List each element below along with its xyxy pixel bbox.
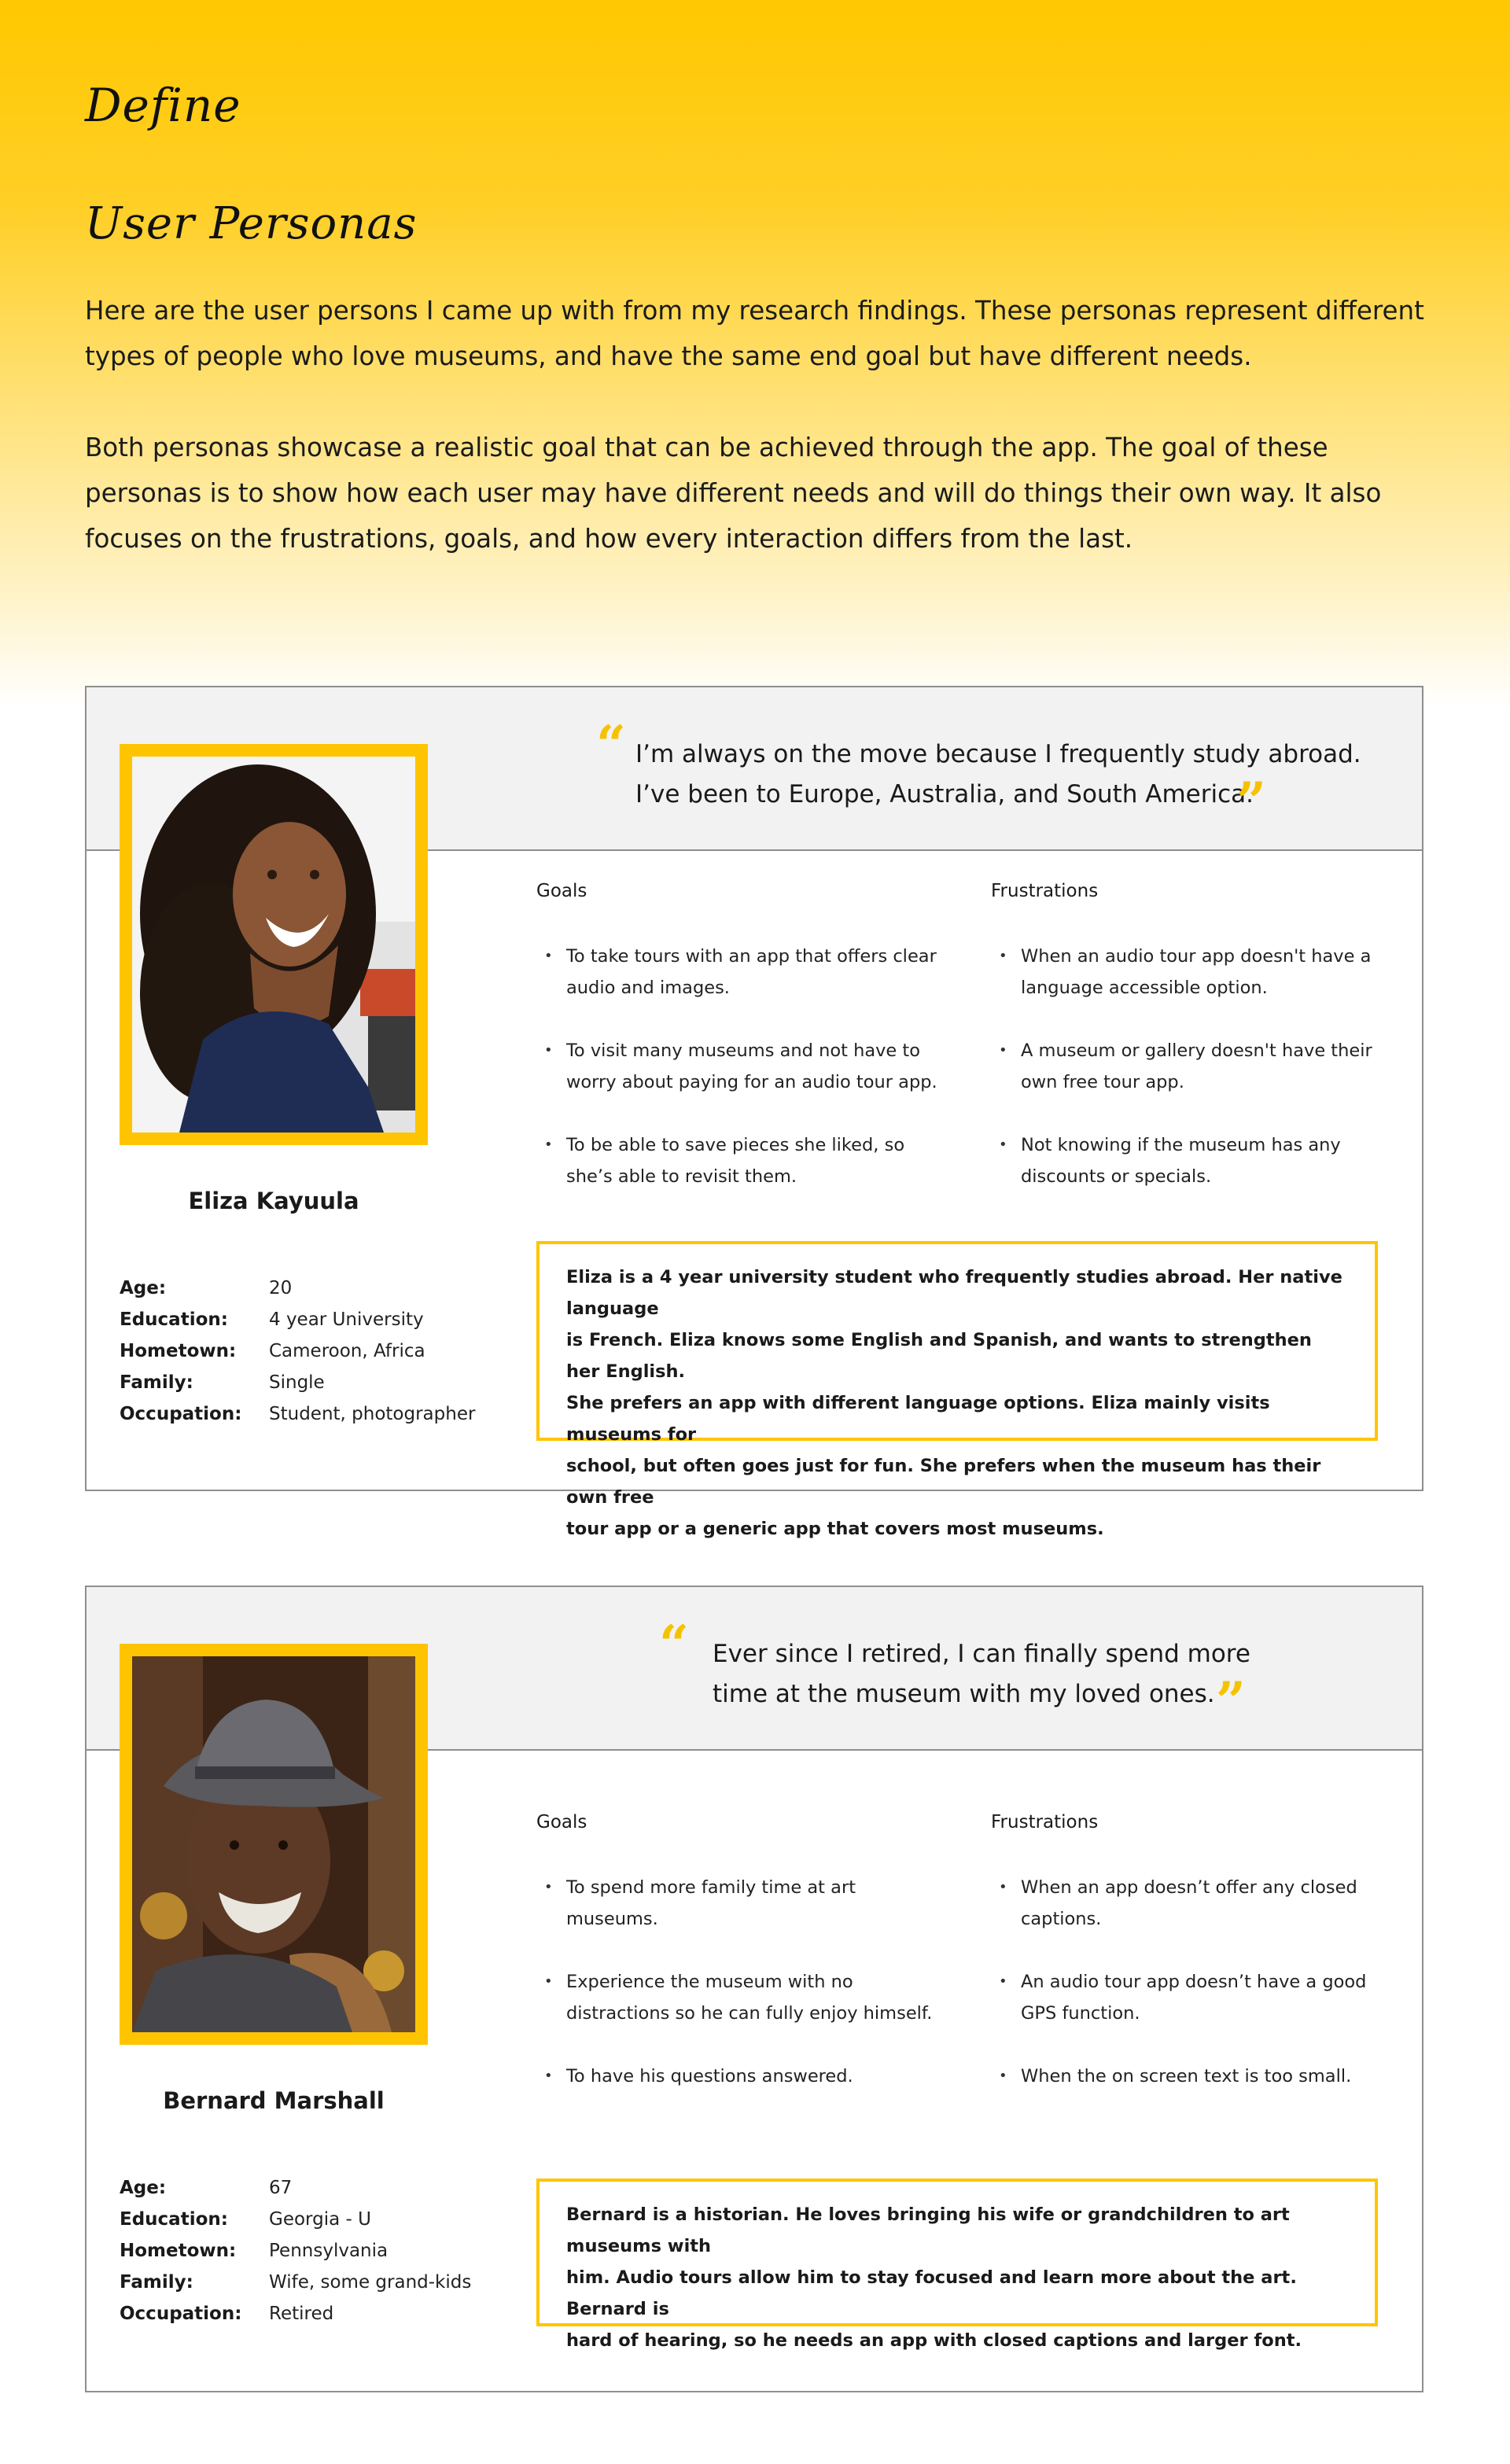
goals-list (536, 941, 945, 1224)
info-family (120, 2267, 560, 2298)
list-item: • To have his questions answered. (536, 2061, 945, 2092)
info-value: Single (269, 1372, 325, 1393)
list-item: • To visit many museums and not have to worry about paying for an audio tour app. (536, 1035, 945, 1098)
info-label: Education: (120, 1309, 228, 1330)
persona-photo-frame (120, 1644, 428, 2045)
close-quote-mark: ” (1236, 771, 1266, 832)
list-item: • When an audio tour app doesn't have a language accessible option. (991, 941, 1400, 1004)
info-value: Pennsylvania (269, 2241, 389, 2261)
info-label: Age: (120, 1278, 167, 1298)
persona-photo-frame (120, 744, 428, 1145)
close-quote-mark: ” (1216, 1670, 1246, 1732)
info-value: 67 (269, 2178, 293, 2198)
section-title: Define (85, 79, 241, 132)
info-hometown (120, 2235, 560, 2267)
list-item: • When an app doesn’t offer any closed captions. (991, 1872, 1400, 1935)
info-value: 4 year University (269, 1309, 424, 1330)
frustrations-heading: Frustrations (991, 881, 1099, 901)
info-label: Hometown: (120, 2241, 237, 2261)
info-value: Wife, some grand-kids (269, 2272, 472, 2293)
open-quote-mark: “ (596, 714, 626, 775)
persona-card-bernard (85, 1586, 1423, 2392)
info-label: Education: (120, 2209, 228, 2230)
info-value: Georgia - U (269, 2209, 371, 2230)
info-family (120, 1367, 560, 1398)
open-quote-mark: “ (659, 1614, 689, 1675)
info-label: Family: (120, 1372, 193, 1393)
info-label: Occupation: (120, 2304, 242, 2324)
info-value: Student, photographer (269, 1404, 476, 1424)
frustrations-heading: Frustrations (991, 1812, 1099, 1832)
info-age (120, 1273, 560, 1304)
info-value: Cameroon, Africa (269, 1341, 425, 1361)
persona-quote-line2: time at the museum with my loved ones. (713, 1680, 1215, 1708)
persona-name: Eliza Kayuula (188, 1188, 359, 1214)
list-item: • When the on screen text is too small. (991, 2061, 1400, 2092)
persona-card-eliza (85, 686, 1423, 1539)
frustrations-list (991, 941, 1400, 1224)
list-item: • Not knowing if the museum has any discounts or specials. (991, 1129, 1400, 1192)
goals-heading: Goals (536, 1812, 587, 1832)
intro-paragraph-2: Both personas showcase a realistic goal that can be achieved through the app. The goal of these personas is to show how each user may have different needs and will do things their own way. It also focuses on the frustrations, goals, and how every interaction differs from the last. (85, 433, 1382, 554)
list-item: • To be able to save pieces she liked, so she’s able to revisit them. (536, 1129, 945, 1192)
info-label: Hometown: (120, 1341, 237, 1361)
persona-quote-line1: Ever since I retired, I can finally spend more (713, 1640, 1250, 1668)
info-age (120, 2172, 560, 2204)
goals-heading: Goals (536, 881, 587, 901)
info-hometown (120, 1335, 560, 1367)
goals-list (536, 1872, 945, 2123)
list-item: • A museum or gallery doesn't have their own free tour app. (991, 1035, 1400, 1098)
persona-bio: Bernard is a historian. He loves bringing his wife or grandchildren to art museums with him. Audio tours allow him to stay focused and learn more about the art. Bernard is hard of hearing, so he needs an app with closed captions and larger font. (536, 2179, 1378, 2326)
info-education (120, 1304, 560, 1335)
persona-quote-line1: I’m always on the move because I frequently study abroad. (635, 740, 1361, 768)
info-value: Retired (269, 2304, 334, 2324)
page-title: User Personas (85, 198, 418, 249)
info-value: 20 (269, 1278, 293, 1298)
info-label: Age: (120, 2178, 167, 2198)
info-label: Occupation: (120, 1404, 242, 1424)
persona-photo (132, 757, 415, 1133)
list-item: • To spend more family time at art museums. (536, 1872, 945, 1935)
info-label: Family: (120, 2272, 193, 2293)
intro-paragraph-1: Here are the user persons I came up with from my research findings. These personas represent different types of people who love museums, and have the same end goal but have different needs. (85, 296, 1424, 371)
persona-name: Bernard Marshall (163, 2087, 385, 2114)
persona-photo (132, 1656, 415, 2032)
list-item: • An audio tour app doesn’t have a good GPS function. (991, 1966, 1400, 2029)
info-occupation (120, 2298, 560, 2330)
info-education (120, 2204, 560, 2235)
frustrations-list (991, 1872, 1400, 2123)
persona-quote-line2: I’ve been to Europe, Australia, and South America. (635, 780, 1254, 808)
list-item: • To take tours with an app that offers clear audio and images. (536, 941, 945, 1004)
info-occupation (120, 1398, 560, 1430)
persona-bio: Eliza is a 4 year university student who frequently studies abroad. Her native language is French. Eliza knows some English and Spanish, and wants to strengthen her English. She prefers an app with different language options. Eliza mainly visits museums for school, but often goes just for fun. She prefers when the museum has their own free tour app or a generic app that covers most museums. (536, 1241, 1378, 1441)
list-item: • Experience the museum with no distractions so he can fully enjoy himself. (536, 1966, 945, 2029)
